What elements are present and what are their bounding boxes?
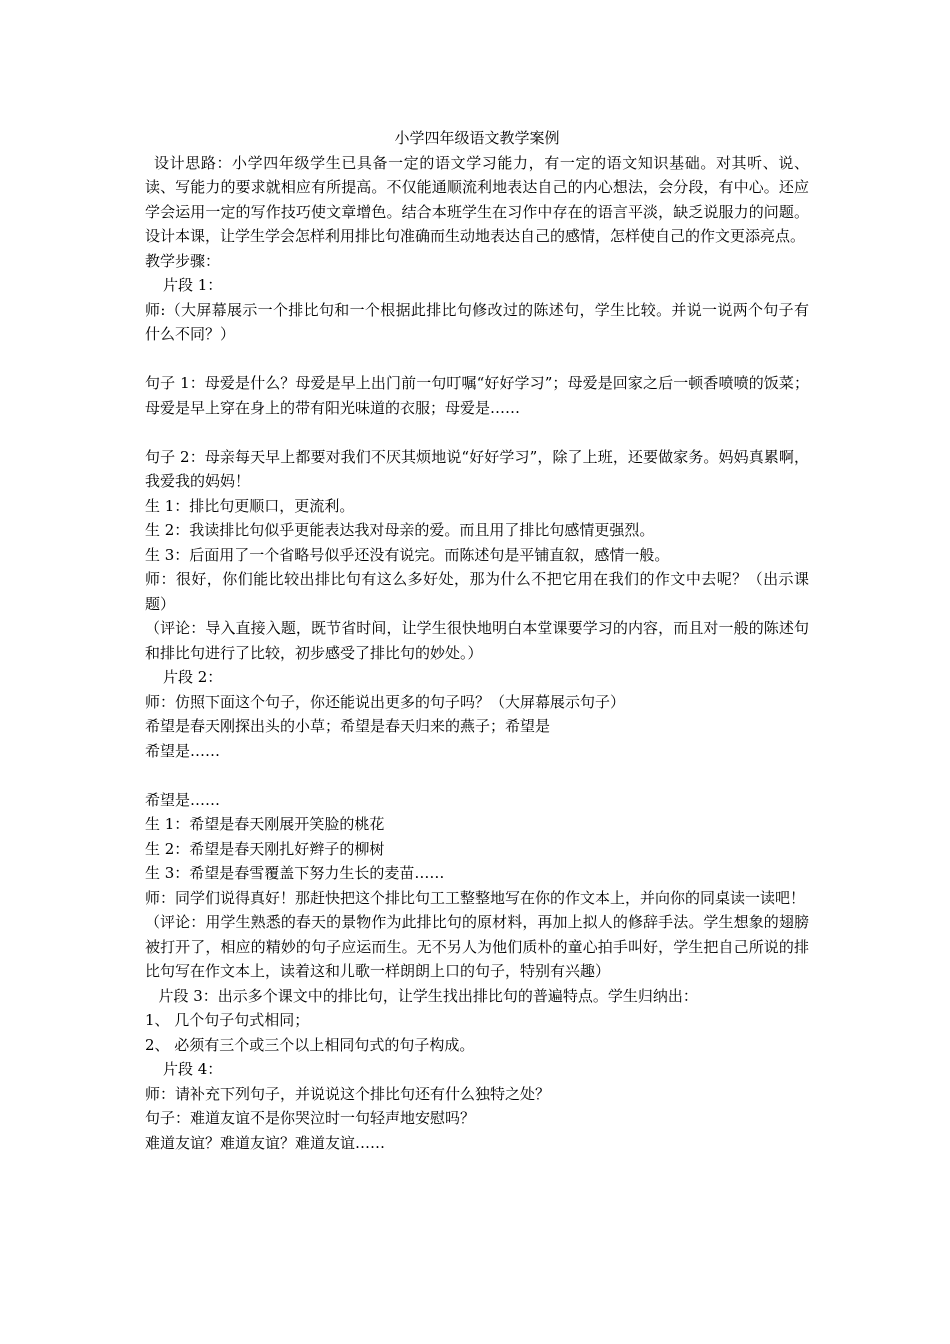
paragraph: 师：同学们说得真好！那赶快把这个排比句工工整整地写在你的作文本上，并向你的同桌读一读吧！ — [145, 888, 806, 907]
paragraph: 片段 2： — [163, 668, 223, 686]
paragraph: 生 3：后面用了一个省略号似乎还没有说完。而陈述句是平铺直叙，感情一般。 — [145, 545, 670, 564]
blank-line — [145, 763, 809, 788]
blank-line — [145, 347, 809, 372]
document-title: 小学四年级语文教学案例 — [394, 129, 560, 147]
paragraph: 生 1：排比句更顺口，更流利。 — [145, 496, 355, 515]
paragraph: （评论：用学生熟悉的春天的景物作为此排比句的原材料，再加上拟人的修辞手法。学生想象的翅膀被打开了，相应的精妙的句子应运而生。无不另人为他们质朴的童心拍手叫好，学生把自己所说的排比句写在作文本上，读着这和儿歌一样朗朗上口的句子，特别有兴趣） — [145, 913, 809, 980]
paragraph: 希望是春天刚探出头的小草；希望是春天归来的燕子；希望是 — [145, 717, 551, 735]
paragraph: 师：请补充下列句子，并说说这个排比句还有什么独特之处？ — [145, 1084, 551, 1103]
paragraph: 师：仿照下面这个句子，你还能说出更多的句子吗？（大屏幕展示句子） — [145, 692, 626, 711]
paragraph: 片段 4： — [163, 1060, 223, 1078]
paragraph: 生 2：我读排比句似乎更能表达我对母亲的爱。而且用了排比句感情更强烈。 — [145, 521, 655, 539]
paragraph: 设计思路：小学四年级学生已具备一定的语文学习能力，有一定的语文知识基础。对其听、说、读、写能力的要求就相应有所提高。不仅能通顺流利地表达自己的内心想法，会分段，有中心。还应学会运用一定的写作技巧使文章增色。结合本班学生在习作中存在的语言平淡，缺乏说服力的问题。设计本课，让学生学会怎样利用排比句准确而生动地表达自己的感情，怎样使自己的作文更添亮点。 — [145, 153, 809, 245]
paragraph: 师:（大屏幕展示一个排比句和一个根据此排比句修改过的陈述句，学生比较。并说一说两个句子有什么不同？） — [145, 300, 809, 343]
paragraph: 希望是…… — [145, 790, 221, 809]
paragraph: （评论：导入直接入题，既节省时间，让学生很快地明白本堂课要学习的内容，而且对一般的陈述句和排比句进行了比较，初步感受了排比句的妙处。） — [145, 619, 809, 662]
document-body — [145, 151, 809, 1156]
paragraph: 句子 2：母亲每天早上都要对我们不厌其烦地说“好好学习”，除了上班，还要做家务。妈妈真累啊，我爱我的妈妈！ — [145, 447, 809, 490]
paragraph: 1、 几个句子句式相同； — [145, 1011, 310, 1029]
paragraph: 2、 必须有三个或三个以上相同句式的句子构成。 — [145, 1035, 475, 1054]
paragraph: 片段 3：出示多个课文中的排比句，让学生找出排比句的普遍特点。学生归纳出： — [158, 986, 698, 1005]
paragraph: 生 1：希望是春天刚展开笑脸的桃花 — [145, 815, 385, 833]
paragraph: 师：很好，你们能比较出排比句有这么多好处，那为什么不把它用在我们的作文中去呢？（出示课题） — [145, 570, 809, 613]
document-page — [145, 126, 809, 1155]
paragraph: 片段 1： — [163, 276, 223, 294]
paragraph: 难道友谊？难道友谊？难道友谊…… — [145, 1133, 386, 1152]
paragraph: 句子 1：母爱是什么？母爱是早上出门前一句叮嘱“好好学习”；母爱是回家之后一顿香喷喷的饭菜；母爱是早上穿在身上的带有阳光味道的衣服；母爱是…… — [145, 374, 809, 417]
paragraph: 教学步骤： — [145, 251, 221, 270]
paragraph: 希望是…… — [145, 741, 221, 760]
paragraph: 句子：难道友谊不是你哭泣时一句轻声地安慰吗？ — [145, 1109, 476, 1127]
blank-line — [145, 420, 809, 445]
paragraph: 生 2：希望是春天刚扎好辫子的柳树 — [145, 839, 385, 858]
paragraph: 生 3：希望是春雪覆盖下努力生长的麦苗…… — [145, 864, 445, 882]
